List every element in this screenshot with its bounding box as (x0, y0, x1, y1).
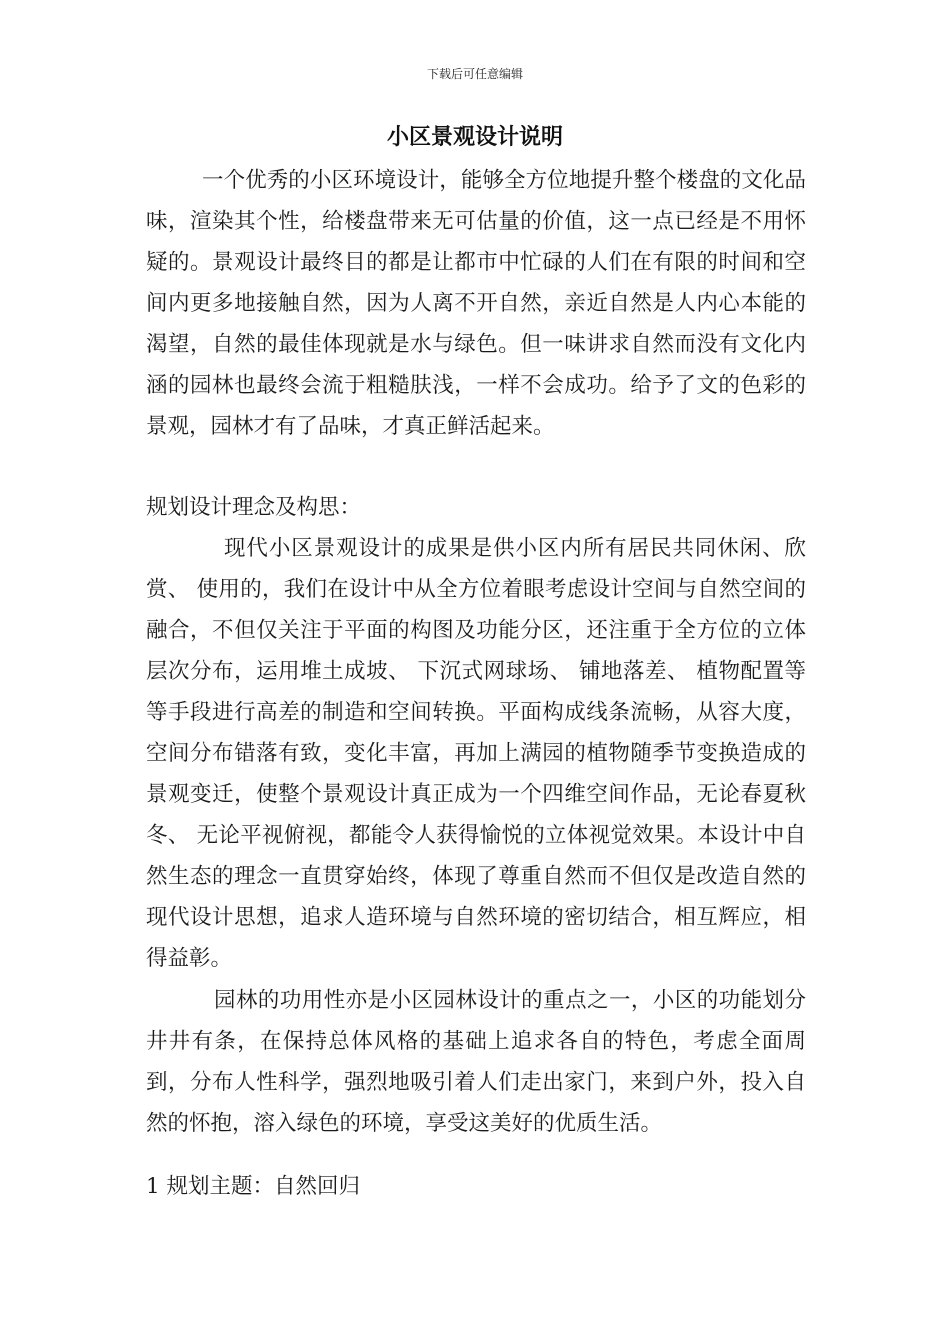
header-note: 下载后可任意编辑 (426, 67, 523, 81)
functionality-paragraph: 园林的功用性亦是小区园林设计的重点之一，小区的功能划分井井有条，在保持总体风格的基础上追求各自的特色，考虑全面周到，分布人性科学，强烈地吸引着人们走出家门，来到户外，投入自然的怀抱，溶入绿色的环境，享受这美好的优质生活。 (146, 988, 806, 1136)
planning-theme-heading: 1 规划主题：自然回归 (146, 1174, 361, 1199)
document-title: 小区景观设计说明 (386, 124, 563, 150)
design-concept-paragraph: 现代小区景观设计的成果是供小区内所有居民共同休闲、欣赏、 使用的，我们在设计中从全方位着眼考虑设计空间与自然空间的融合，不但仅关注于平面的构图及功能分区，还注重于全方位的立体层次分布，运用堆土成坡、 下沉式网球场、 铺地落差、 植物配置等等手段进行高差的制造和空间转换。平面构成线条流畅，从容大度，空间分布错落有致，变化丰富，再加上满园的植物随季节变换造成的景观变迁，使整个景观设计真正成为一个四维空间作品，无论春夏秋冬、 无论平视俯视，都能令人获得愉悦的立体视觉效果。本设计中自然生态的理念一直贯穿始终，体现了尊重自然而不但仅是改造自然的现代设计思想，追求人造环境与自然环境的密切结合，相互辉应，相得益彰。 (146, 536, 806, 971)
section-heading-design-concept: 规划设计理念及构思： (146, 495, 362, 520)
intro-paragraph: 一个优秀的小区环境设计，能够全方位地提升整个楼盘的文化品味，渲染其个性，给楼盘带来无可估量的价值，这一点已经是不用怀疑的。景观设计最终目的都是让都市中忙碌的人们在有限的时间和空间内更多地接触自然，因为人离不开自然，亲近自然是人内心本能的渴望，自然的最佳体现就是水与绿色。但一味讲求自然而没有文化内涵的园林也最终会流于粗糙肤浅，一样不会成功。给予了文的色彩的景观，园林才有了品味，才真正鲜活起来。 (146, 168, 806, 439)
